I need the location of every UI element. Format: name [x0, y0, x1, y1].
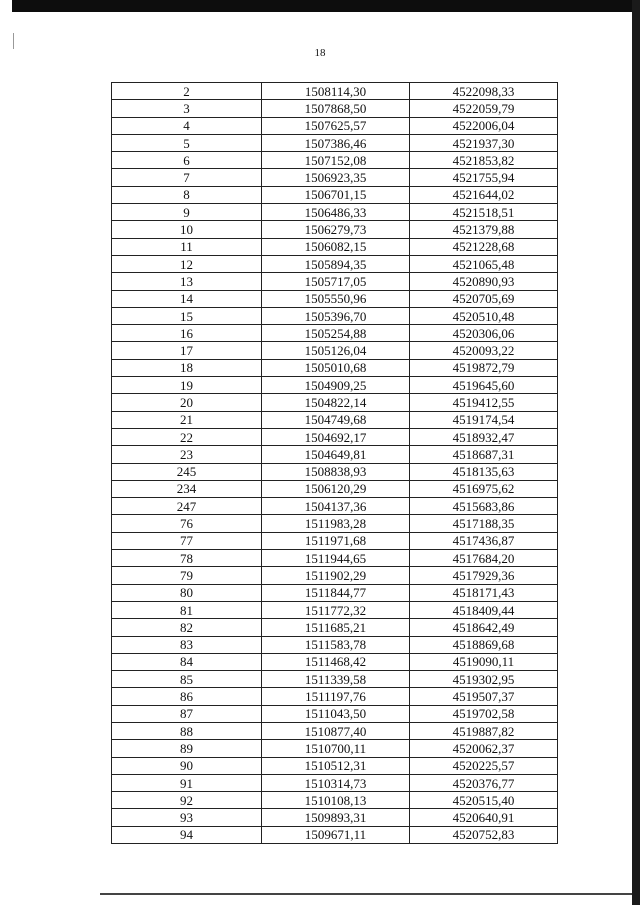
x-coordinate-cell: 1511902,29 — [262, 567, 410, 584]
y-coordinate-cell: 4519702,58 — [410, 705, 558, 722]
point-number-cell: 82 — [112, 619, 262, 636]
y-coordinate-cell: 4520640,91 — [410, 809, 558, 826]
y-coordinate-cell: 4518642,49 — [410, 619, 558, 636]
table-row — [112, 83, 558, 100]
x-coordinate-cell: 1505396,70 — [262, 307, 410, 324]
point-number-cell: 2 — [112, 83, 262, 100]
x-coordinate-cell: 1511339,58 — [262, 671, 410, 688]
table-row — [112, 446, 558, 463]
table-row — [112, 377, 558, 394]
x-coordinate-cell: 1511772,32 — [262, 601, 410, 618]
table-row — [112, 619, 558, 636]
y-coordinate-cell: 4519645,60 — [410, 377, 558, 394]
x-coordinate-cell: 1504137,36 — [262, 498, 410, 515]
y-coordinate-cell: 4521644,02 — [410, 186, 558, 203]
y-coordinate-cell: 4519412,55 — [410, 394, 558, 411]
page-number: 18 — [314, 47, 326, 59]
table-row — [112, 411, 558, 428]
table-row — [112, 342, 558, 359]
x-coordinate-cell: 1509893,31 — [262, 809, 410, 826]
point-number-cell: 85 — [112, 671, 262, 688]
coordinates-table-body — [112, 83, 558, 844]
point-number-cell: 92 — [112, 792, 262, 809]
x-coordinate-cell: 1504909,25 — [262, 377, 410, 394]
table-row — [112, 722, 558, 739]
y-coordinate-cell: 4521853,82 — [410, 152, 558, 169]
x-coordinate-cell: 1506120,29 — [262, 480, 410, 497]
scan-edge-top — [12, 0, 640, 12]
table-row — [112, 273, 558, 290]
x-coordinate-cell: 1505550,96 — [262, 290, 410, 307]
y-coordinate-cell: 4521937,30 — [410, 134, 558, 151]
y-coordinate-cell: 4518932,47 — [410, 428, 558, 445]
x-coordinate-cell: 1510512,31 — [262, 757, 410, 774]
point-number-cell: 22 — [112, 428, 262, 445]
point-number-cell: 5 — [112, 134, 262, 151]
point-number-cell: 11 — [112, 238, 262, 255]
table-row — [112, 826, 558, 843]
y-coordinate-cell: 4516975,62 — [410, 480, 558, 497]
table-row — [112, 809, 558, 826]
table-row — [112, 480, 558, 497]
x-coordinate-cell: 1506701,15 — [262, 186, 410, 203]
x-coordinate-cell: 1506279,73 — [262, 221, 410, 238]
point-number-cell: 18 — [112, 359, 262, 376]
table-row — [112, 774, 558, 791]
point-number-cell: 6 — [112, 152, 262, 169]
table-row — [112, 307, 558, 324]
scan-edge-right — [632, 0, 640, 905]
x-coordinate-cell: 1505254,88 — [262, 325, 410, 342]
x-coordinate-cell: 1504692,17 — [262, 428, 410, 445]
coordinates-table — [111, 82, 558, 844]
x-coordinate-cell: 1506082,15 — [262, 238, 410, 255]
table-row — [112, 671, 558, 688]
y-coordinate-cell: 4520062,37 — [410, 740, 558, 757]
y-coordinate-cell: 4519872,79 — [410, 359, 558, 376]
point-number-cell: 3 — [112, 100, 262, 117]
y-coordinate-cell: 4520225,57 — [410, 757, 558, 774]
table-row — [112, 134, 558, 151]
table-row — [112, 186, 558, 203]
table-row — [112, 636, 558, 653]
table-row — [112, 601, 558, 618]
scan-edge-bottom — [100, 893, 632, 895]
table-row — [112, 740, 558, 757]
x-coordinate-cell: 1511197,76 — [262, 688, 410, 705]
x-coordinate-cell: 1511971,68 — [262, 532, 410, 549]
x-coordinate-cell: 1505894,35 — [262, 255, 410, 272]
table-row — [112, 567, 558, 584]
table-row — [112, 394, 558, 411]
y-coordinate-cell: 4517929,36 — [410, 567, 558, 584]
point-number-cell: 8 — [112, 186, 262, 203]
table-row — [112, 100, 558, 117]
y-coordinate-cell: 4521379,88 — [410, 221, 558, 238]
x-coordinate-cell: 1510877,40 — [262, 722, 410, 739]
x-coordinate-cell: 1507386,46 — [262, 134, 410, 151]
table-row — [112, 359, 558, 376]
x-coordinate-cell: 1511844,77 — [262, 584, 410, 601]
table-row — [112, 532, 558, 549]
y-coordinate-cell: 4519174,54 — [410, 411, 558, 428]
point-number-cell: 91 — [112, 774, 262, 791]
point-number-cell: 9 — [112, 204, 262, 221]
point-number-cell: 15 — [112, 307, 262, 324]
x-coordinate-cell: 1508114,30 — [262, 83, 410, 100]
y-coordinate-cell: 4515683,86 — [410, 498, 558, 515]
table-row — [112, 498, 558, 515]
y-coordinate-cell: 4518409,44 — [410, 601, 558, 618]
point-number-cell: 234 — [112, 480, 262, 497]
point-number-cell: 81 — [112, 601, 262, 618]
table-row — [112, 428, 558, 445]
x-coordinate-cell: 1510108,13 — [262, 792, 410, 809]
point-number-cell: 7 — [112, 169, 262, 186]
point-number-cell: 80 — [112, 584, 262, 601]
x-coordinate-cell: 1507868,50 — [262, 100, 410, 117]
table-row — [112, 515, 558, 532]
point-number-cell: 84 — [112, 653, 262, 670]
y-coordinate-cell: 4518687,31 — [410, 446, 558, 463]
y-coordinate-cell: 4521518,51 — [410, 204, 558, 221]
table-row — [112, 238, 558, 255]
point-number-cell: 76 — [112, 515, 262, 532]
y-coordinate-cell: 4519302,95 — [410, 671, 558, 688]
point-number-cell: 4 — [112, 117, 262, 134]
point-number-cell: 19 — [112, 377, 262, 394]
y-coordinate-cell: 4520510,48 — [410, 307, 558, 324]
table-row — [112, 325, 558, 342]
y-coordinate-cell: 4519887,82 — [410, 722, 558, 739]
y-coordinate-cell: 4518171,43 — [410, 584, 558, 601]
x-coordinate-cell: 1504822,14 — [262, 394, 410, 411]
x-coordinate-cell: 1505717,05 — [262, 273, 410, 290]
point-number-cell: 83 — [112, 636, 262, 653]
point-number-cell: 90 — [112, 757, 262, 774]
table-row — [112, 152, 558, 169]
table-row — [112, 117, 558, 134]
x-coordinate-cell: 1504649,81 — [262, 446, 410, 463]
point-number-cell: 245 — [112, 463, 262, 480]
y-coordinate-cell: 4517436,87 — [410, 532, 558, 549]
point-number-cell: 21 — [112, 411, 262, 428]
table-row — [112, 584, 558, 601]
point-number-cell: 89 — [112, 740, 262, 757]
y-coordinate-cell: 4520376,77 — [410, 774, 558, 791]
y-coordinate-cell: 4522098,33 — [410, 83, 558, 100]
y-coordinate-cell: 4519090,11 — [410, 653, 558, 670]
x-coordinate-cell: 1508838,93 — [262, 463, 410, 480]
point-number-cell: 78 — [112, 550, 262, 567]
x-coordinate-cell: 1505010,68 — [262, 359, 410, 376]
x-coordinate-cell: 1511468,42 — [262, 653, 410, 670]
y-coordinate-cell: 4520752,83 — [410, 826, 558, 843]
y-coordinate-cell: 4520890,93 — [410, 273, 558, 290]
x-coordinate-cell: 1507625,57 — [262, 117, 410, 134]
x-coordinate-cell: 1511043,50 — [262, 705, 410, 722]
table-row — [112, 169, 558, 186]
y-coordinate-cell: 4521755,94 — [410, 169, 558, 186]
x-coordinate-cell: 1507152,08 — [262, 152, 410, 169]
x-coordinate-cell: 1506923,35 — [262, 169, 410, 186]
y-coordinate-cell: 4522006,04 — [410, 117, 558, 134]
table-row — [112, 705, 558, 722]
y-coordinate-cell: 4520705,69 — [410, 290, 558, 307]
y-coordinate-cell: 4518869,68 — [410, 636, 558, 653]
y-coordinate-cell: 4520515,40 — [410, 792, 558, 809]
y-coordinate-cell: 4517188,35 — [410, 515, 558, 532]
point-number-cell: 17 — [112, 342, 262, 359]
y-coordinate-cell: 4518135,63 — [410, 463, 558, 480]
table-row — [112, 290, 558, 307]
table-row — [112, 757, 558, 774]
x-coordinate-cell: 1511983,28 — [262, 515, 410, 532]
y-coordinate-cell: 4522059,79 — [410, 100, 558, 117]
point-number-cell: 79 — [112, 567, 262, 584]
y-coordinate-cell: 4521228,68 — [410, 238, 558, 255]
point-number-cell: 77 — [112, 532, 262, 549]
point-number-cell: 86 — [112, 688, 262, 705]
point-number-cell: 247 — [112, 498, 262, 515]
x-coordinate-cell: 1511944,65 — [262, 550, 410, 567]
x-coordinate-cell: 1511685,21 — [262, 619, 410, 636]
table-row — [112, 688, 558, 705]
point-number-cell: 16 — [112, 325, 262, 342]
point-number-cell: 23 — [112, 446, 262, 463]
point-number-cell: 14 — [112, 290, 262, 307]
table-row — [112, 463, 558, 480]
y-coordinate-cell: 4520093,22 — [410, 342, 558, 359]
point-number-cell: 10 — [112, 221, 262, 238]
point-number-cell: 13 — [112, 273, 262, 290]
point-number-cell: 20 — [112, 394, 262, 411]
table-row — [112, 550, 558, 567]
x-coordinate-cell: 1506486,33 — [262, 204, 410, 221]
table-row — [112, 653, 558, 670]
x-coordinate-cell: 1511583,78 — [262, 636, 410, 653]
x-coordinate-cell: 1509671,11 — [262, 826, 410, 843]
point-number-cell: 93 — [112, 809, 262, 826]
x-coordinate-cell: 1505126,04 — [262, 342, 410, 359]
table-row — [112, 221, 558, 238]
y-coordinate-cell: 4520306,06 — [410, 325, 558, 342]
point-number-cell: 12 — [112, 255, 262, 272]
x-coordinate-cell: 1510700,11 — [262, 740, 410, 757]
point-number-cell: 94 — [112, 826, 262, 843]
y-coordinate-cell: 4521065,48 — [410, 255, 558, 272]
y-coordinate-cell: 4519507,37 — [410, 688, 558, 705]
y-coordinate-cell: 4517684,20 — [410, 550, 558, 567]
x-coordinate-cell: 1504749,68 — [262, 411, 410, 428]
table-row — [112, 792, 558, 809]
table-row — [112, 255, 558, 272]
point-number-cell: 88 — [112, 722, 262, 739]
table-row — [112, 204, 558, 221]
point-number-cell: 87 — [112, 705, 262, 722]
x-coordinate-cell: 1510314,73 — [262, 774, 410, 791]
